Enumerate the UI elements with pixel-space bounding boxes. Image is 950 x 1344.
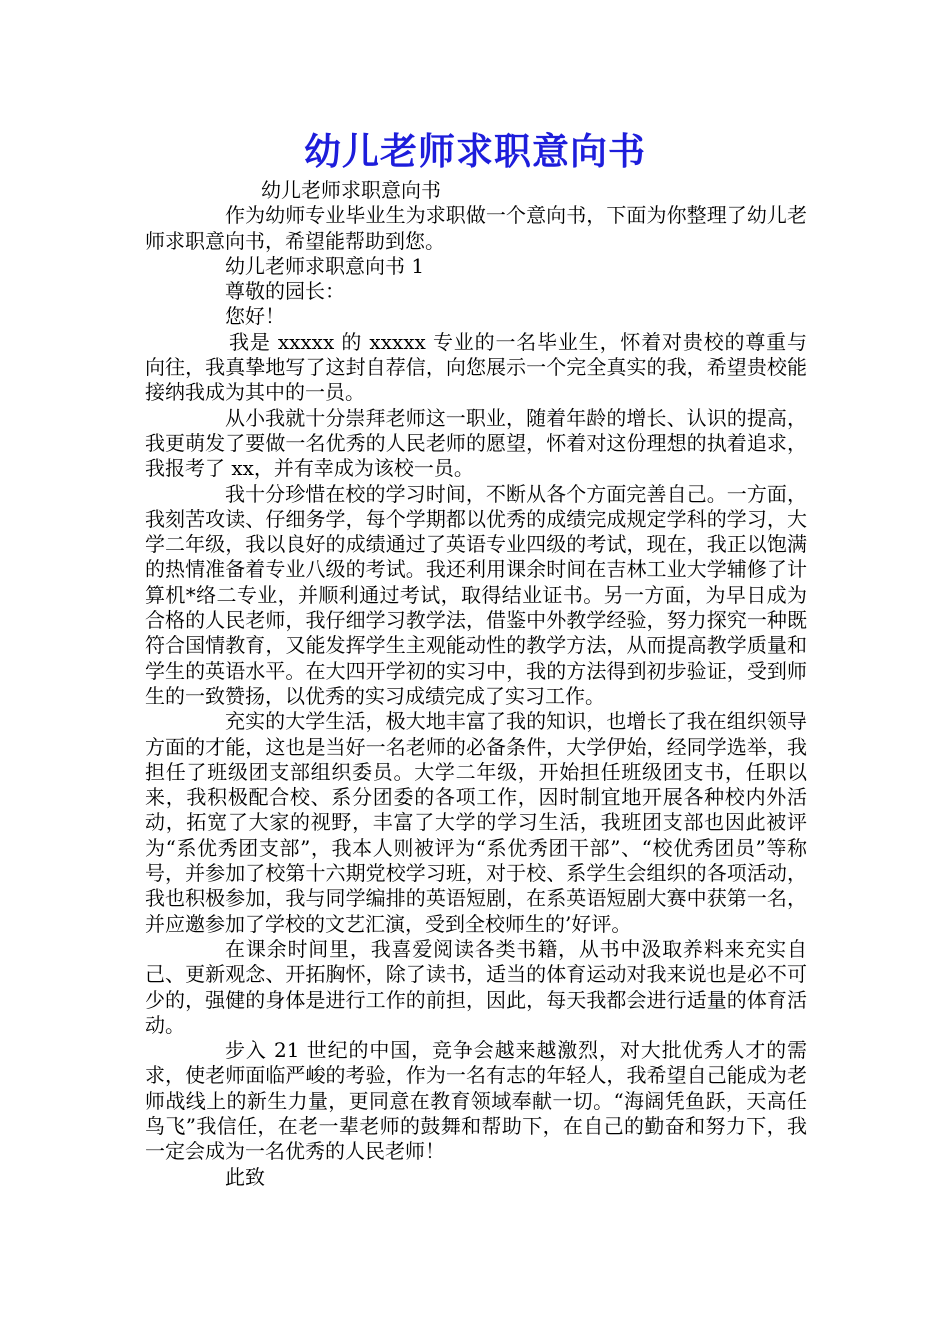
section-heading: 幼儿老师求职意向书 1 [225, 253, 425, 278]
salutation: 尊敬的园长： [225, 279, 345, 304]
closing: 此致 [225, 1164, 265, 1189]
body-paragraph: 从小我就十分崇拜老师这一职业，随着年龄的增长、认识的提高，我更萌发了要做一名优秀的人民老师的愿望，怀着对这份理想的执着追求，我报考了 xx，并有幸成为该校一员。 [145, 405, 807, 481]
document-title: 幼儿老师求职意向书 [304, 129, 646, 173]
body-paragraph: 我是 xxxxx 的 xxxxx 专业的一名毕业生，怀着对贵校的尊重与向往，我真挚地写了这封自荐信，向您展示一个完全真实的我，希望贵校能接纳我成为其中的一员。 [145, 329, 807, 405]
greeting: 您好！ [225, 304, 285, 329]
body-paragraph: 充实的大学生活，极大地丰富了我的知识，也增长了我在组织领导方面的才能，这也是当好一名老师的必备条件，大学伊始，经同学选举，我担任了班级团支部组织委员。大学二年级，开始担任班级团支书，任职以来，我积极配合校、系分团委的各项工作，因时制宜地开展各种校内外活动，拓宽了大家的视野，丰富了大学的学习生活，我班团支部也因此被评为“系优秀团支部”，我本人则被评为“系优秀团干部”、“校优秀团员”等称号，并参加了校第十六期党校学习班，对于校、系学生会组织的各项活动，我也积极参加，我与同学编排的英语短剧，在系英语短剧大赛中获第一名，并应邀参加了学校的文艺汇演，受到全校师生的’好评。 [145, 709, 807, 936]
document-body [145, 178, 807, 1190]
document-subtitle: 幼儿老师求职意向书 [261, 178, 441, 202]
body-paragraph: 在课余时间里，我喜爱阅读各类书籍，从书中汲取养料来充实自己、更新观念、开拓胸怀，除了读书，适当的体育运动对我来说也是必不可少的，强健的身体是进行工作的前担，因此，每天我都会进行适量的体育活动。 [145, 936, 807, 1037]
body-paragraph: 步入 21 世纪的中国，竞争会越来越激烈，对大批优秀人才的需求，使老师面临严峻的考验，作为一名有志的年轻人，我希望自己能成为老师战线上的新生力量，更同意在教育领域奉献一切。“海阔凭鱼跃，天高任鸟飞”我信任，在老一辈老师的鼓舞和帮助下，在自己的勤奋和努力下，我一定会成为一名优秀的人民老师！ [145, 1038, 807, 1164]
body-paragraph: 我十分珍惜在校的学习时间，不断从各个方面完善自己。一方面，我刻苦攻读、仔细务学，每个学期都以优秀的成绩完成规定学科的学习，大学二年级，我以良好的成绩通过了英语专业四级的考试，现在，我正以饱满的热情准备着专业八级的考试。我还利用课余时间在吉林工业大学辅修了计算机*络二专业，并顺利通过考试，取得结业证书。另一方面，为早日成为合格的人民老师，我仔细学习教学法，借鉴中外教学经验，努力探究一种既符合国情教育，又能发挥学生主观能动性的教学方法，从而提高教学质量和学生的英语水平。在大四开学初的实习中，我的方法得到初步验证，受到师生的一致赞扬，以优秀的实习成绩完成了实习工作。 [145, 481, 807, 708]
intro-paragraph: 作为幼师专业毕业生为求职做一个意向书，下面为你整理了幼儿老师求职意向书，希望能帮助到您。 [145, 203, 807, 253]
